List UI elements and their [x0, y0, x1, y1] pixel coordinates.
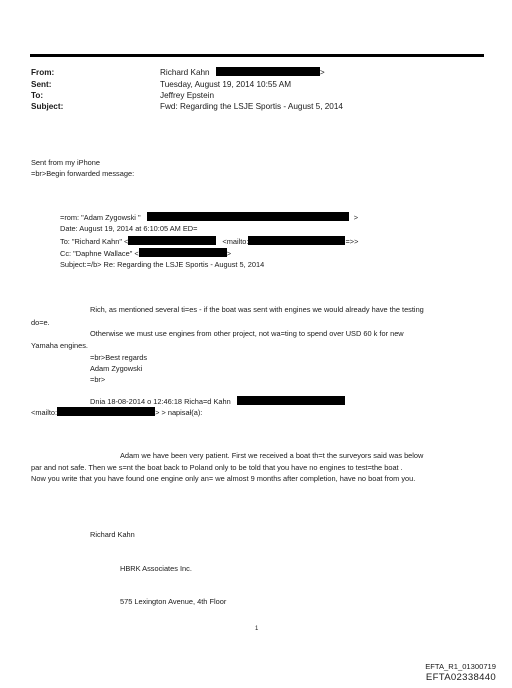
forwarded-to-mailto: <mailto:	[222, 237, 249, 246]
from-name: Richard Kahn	[160, 68, 210, 77]
sent-label: Sent:	[31, 80, 52, 89]
sent-value: Tuesday, August 19, 2014 10:55 AM	[160, 80, 292, 89]
forwarded-cc-line	[60, 248, 231, 259]
subject-label: Subject:	[31, 102, 64, 111]
quote-line-1-text: Dnia 18-08-2014 o 12:46:18 Richa=d Kahn	[90, 397, 231, 406]
original-line-2: par and not safe. Then we s=nt the boat back to Poland only to be told that you have no engines to test=the boat .	[31, 463, 403, 472]
reply-name: Adam Zygowski	[90, 364, 143, 373]
reply-br: =br>	[90, 375, 106, 384]
reply-paragraph-1-line-1: Rich, as mentioned several ti=es - if the boat was sent with engines we would already have the testing	[90, 305, 424, 314]
redaction-bar	[147, 212, 349, 221]
forwarded-to-tail: =>>	[345, 237, 359, 246]
subject-value: Fwd: Regarding the LSJE Sportis - August 5, 2014	[160, 102, 343, 111]
forwarded-to-text: To: "Richard Kahn" <	[60, 237, 129, 246]
to-label: To:	[31, 91, 44, 100]
sent-from-line: Sent from my iPhone	[31, 158, 101, 167]
page-number: 1	[255, 626, 259, 632]
quote-line-1	[90, 396, 345, 407]
quote-line-2-tail: > > napisał(a):	[155, 408, 203, 417]
from-tail: >	[319, 68, 325, 77]
signature-name: Richard Kahn	[90, 530, 135, 539]
from-label: From:	[31, 68, 55, 77]
original-line-3: Now you write that you have found one engine only an= we almost 9 months after completion, have no boat from you.	[31, 474, 416, 483]
signature-company: HBRK Associates Inc.	[120, 564, 192, 573]
quote-line-2-text: <mailto:	[31, 408, 58, 417]
redaction-bar	[216, 67, 320, 76]
redaction-bar	[248, 236, 345, 245]
forwarded-cc-tail: >	[226, 249, 232, 258]
forwarded-subject-line: Subject:=/b> Re: Regarding the LSJE Sportis - August 5, 2014	[60, 260, 265, 269]
begin-forwarded-line: =br>Begin forwarded message:	[31, 169, 135, 178]
signature-address: 575 Lexington Avenue, 4th Floor	[120, 597, 227, 606]
reply-paragraph-2-line-2: Yamaha engines.	[31, 341, 88, 350]
quote-line-2	[31, 407, 202, 418]
original-line-1: Adam we have been very patient. First we received a boat th=t the surveyors said was below	[120, 451, 424, 460]
redaction-bar	[128, 236, 216, 245]
forwarded-from-tail: >	[353, 213, 359, 222]
reply-paragraph-2-line-1: Otherwise we must use engines from other project, not wa=ting to spend over USD 60 k for new	[90, 329, 404, 338]
redaction-bar	[237, 396, 345, 405]
redaction-bar	[139, 248, 227, 257]
header-rule	[30, 54, 484, 57]
bates-number-large: EFTA02338440	[425, 672, 496, 683]
from-value	[160, 67, 325, 78]
redaction-bar	[57, 407, 155, 416]
reply-paragraph-1-line-2: do=e.	[31, 318, 50, 327]
forwarded-to-line	[60, 236, 358, 247]
forwarded-from-line	[60, 212, 358, 223]
to-value: Jeffrey Epstein	[160, 91, 215, 100]
forwarded-from-text: =rom: "Adam Zygowski "	[60, 213, 141, 222]
reply-regards: =br>Best regards	[90, 353, 148, 362]
bates-number-small: EFTA_R1_01300719	[425, 662, 496, 671]
forwarded-cc-text: Cc: "Daphne Wallace" <	[60, 249, 139, 258]
forwarded-date-line: Date: August 19, 2014 at 6:10:05 AM ED=	[60, 224, 198, 233]
